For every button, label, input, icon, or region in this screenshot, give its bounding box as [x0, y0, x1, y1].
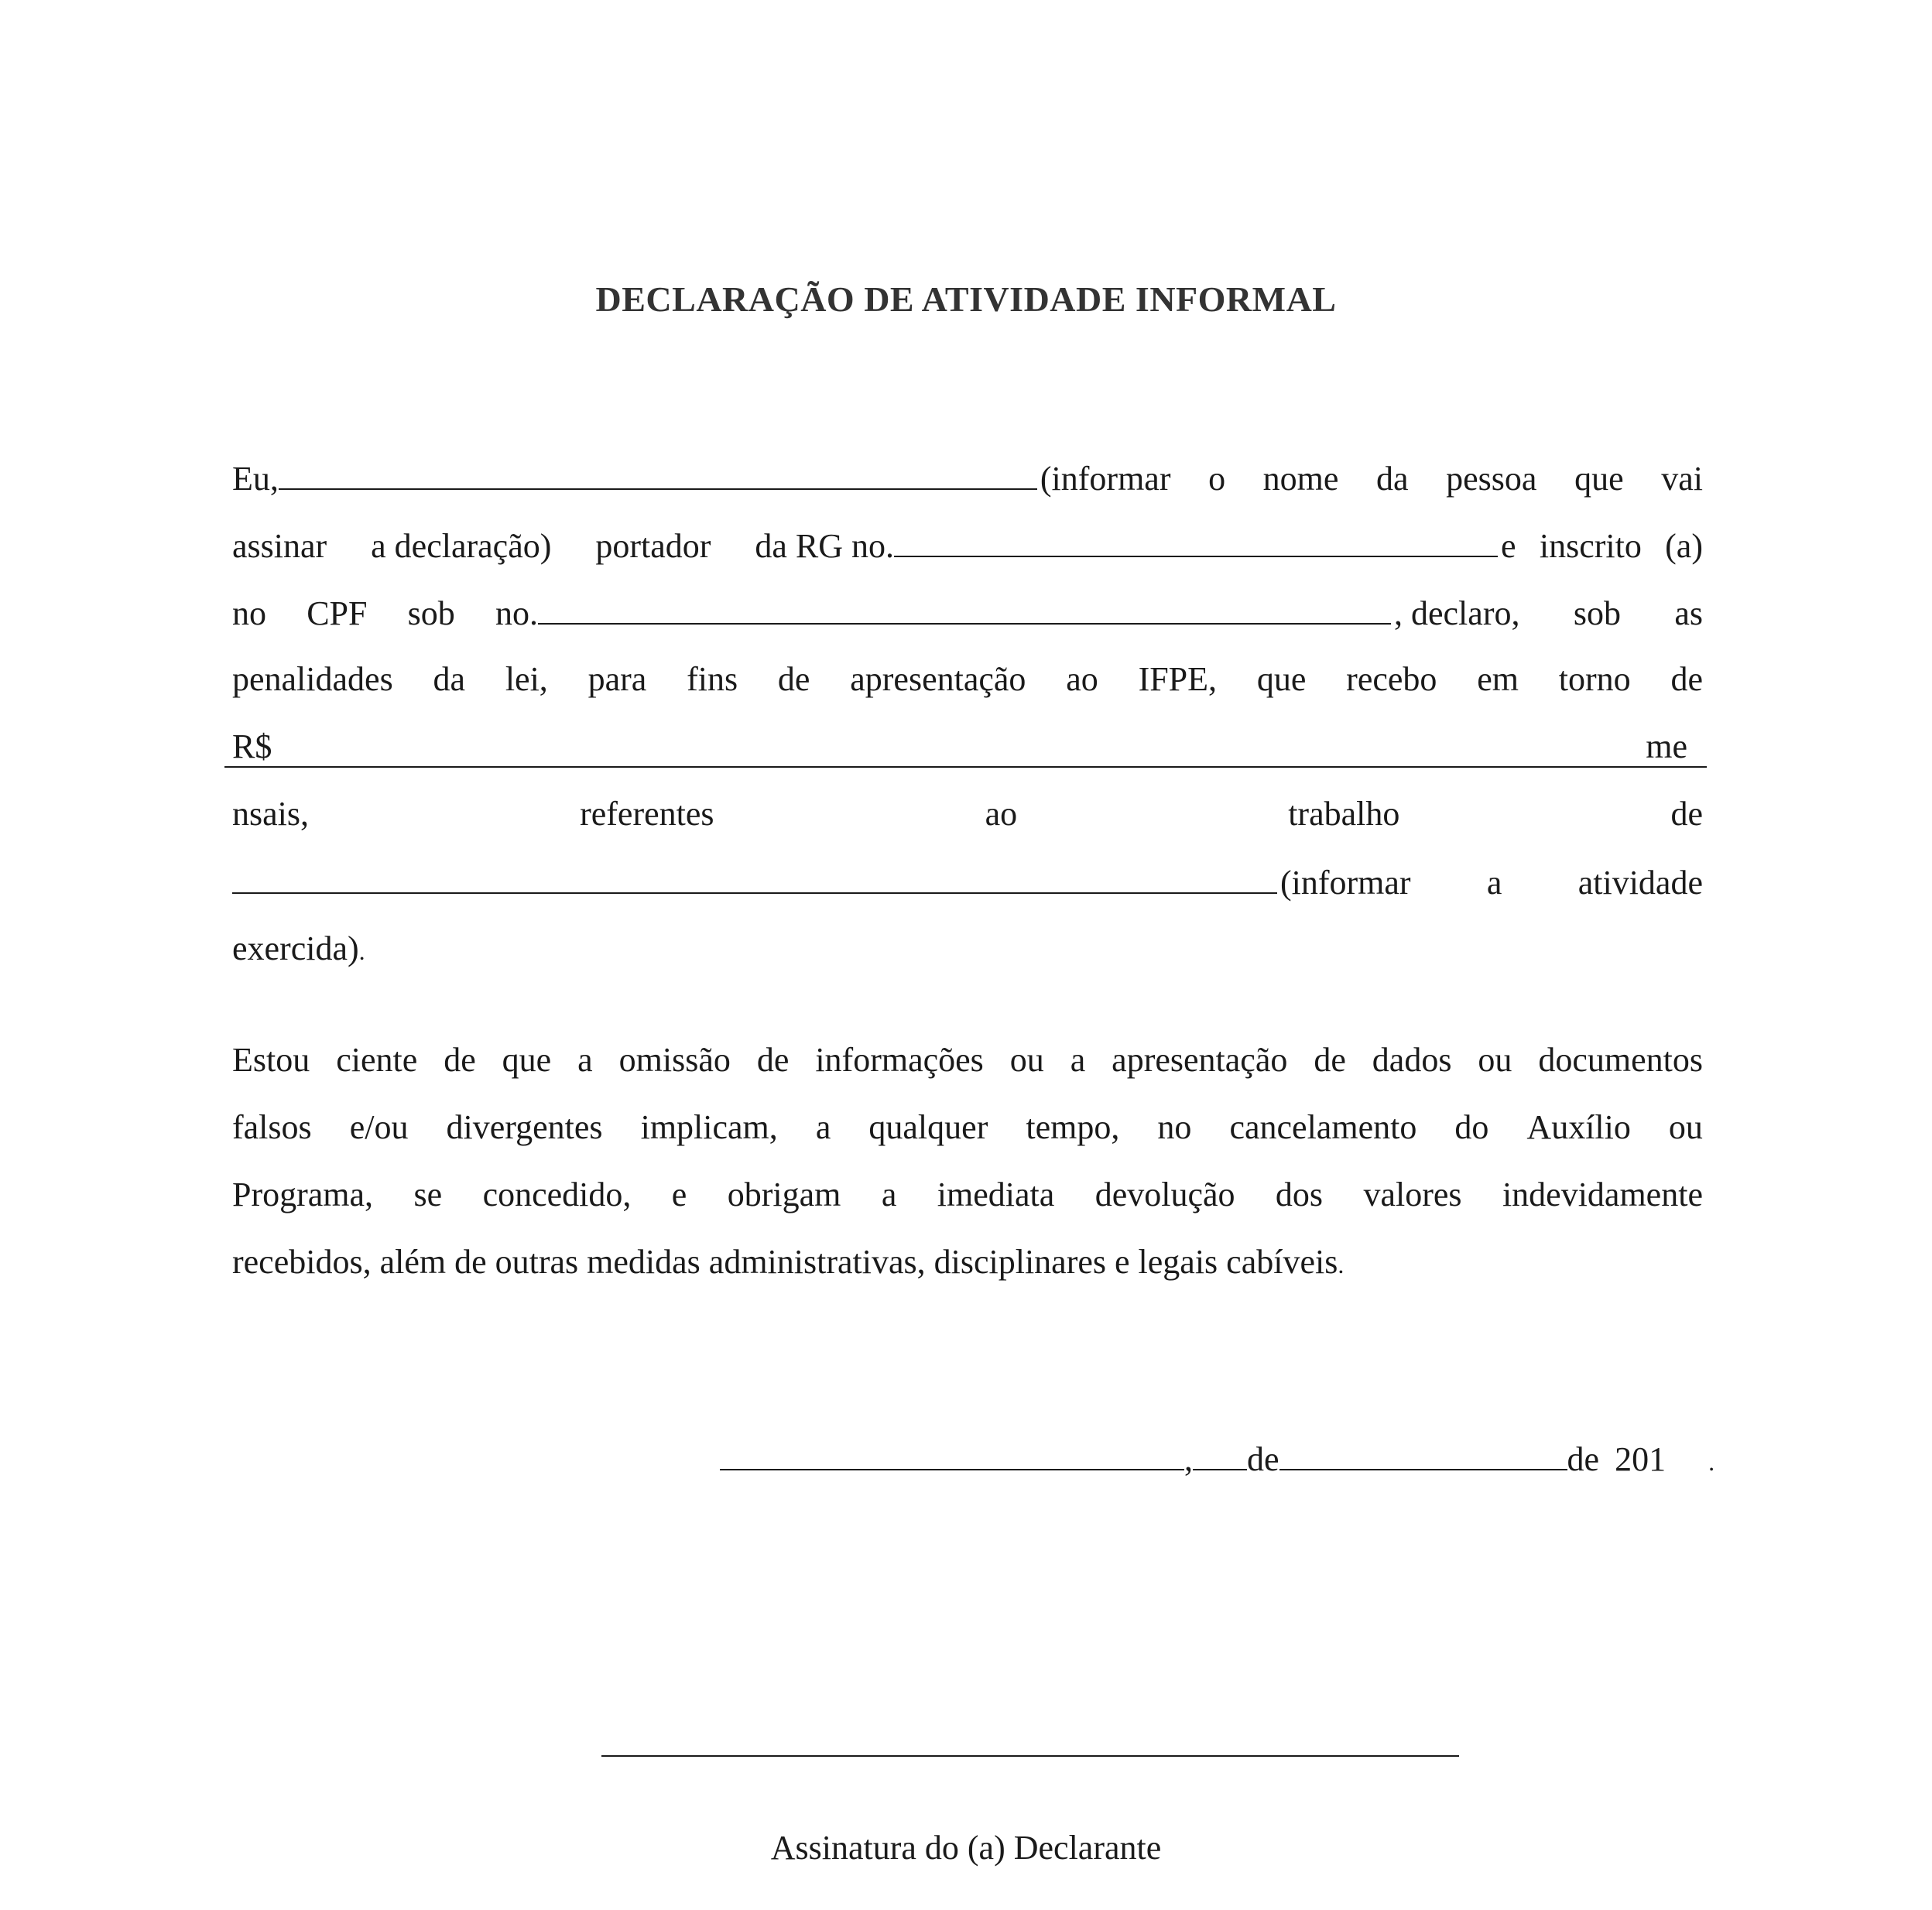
paragraph2-line3	[232, 1172, 1703, 1218]
p2-line3-word-9: valores	[1363, 1176, 1462, 1213]
line1-word-5: que	[1574, 460, 1624, 498]
line8-dot: .	[358, 937, 365, 965]
p2-line1-word-8: ou	[1009, 1041, 1044, 1079]
line4-word-4: fins	[687, 660, 738, 698]
line8-text: exercida)	[232, 929, 359, 967]
line7-word-1: a	[1486, 864, 1502, 902]
date-year: 201	[1615, 1440, 1667, 1478]
line1-words	[1040, 456, 1703, 502]
line6-word-2: ao	[985, 795, 1018, 833]
p2-line2-word-11: ou	[1668, 1108, 1703, 1146]
line5-suffix: me	[1646, 727, 1687, 765]
line2-suffix	[1501, 523, 1703, 570]
paragraph1-line6	[232, 791, 1703, 837]
p2-line1-word-5: omissão	[618, 1041, 731, 1079]
p2-line3-word-6: imediata	[937, 1176, 1055, 1213]
amount-blank[interactable]	[224, 766, 1707, 768]
line3-word-1: CPF	[307, 594, 368, 632]
line4-word-3: para	[587, 660, 647, 698]
line4-word-6: apresentação	[850, 660, 1026, 698]
line7-word-0: (informar	[1280, 864, 1411, 902]
p2-line2-word-5: qualquer	[868, 1108, 988, 1146]
paragraph1-line3	[232, 589, 1703, 635]
line4-word-11: em	[1477, 660, 1519, 698]
paragraph1-line7	[232, 858, 1703, 905]
line4-word-1: da	[433, 660, 466, 698]
p2-line2-word-10: Auxílio	[1526, 1108, 1631, 1146]
paragraph2-last-line: recebidos, além de outras medidas administrativas, disciplinares e legais cabíveis	[232, 1243, 1338, 1281]
signature-line[interactable]	[601, 1755, 1459, 1757]
p2-line3-word-5: a	[881, 1176, 897, 1213]
p2-line2-word-7: no	[1157, 1108, 1192, 1146]
p2-line3-word-8: dos	[1275, 1176, 1324, 1213]
p2-line2-word-9: do	[1454, 1108, 1489, 1146]
line3-words	[232, 590, 538, 637]
line1-word-3: da	[1376, 460, 1409, 498]
line3-suffix-word-1: sob	[1573, 594, 1621, 632]
p2-line1-word-0: Estou	[232, 1041, 310, 1079]
paragraph2-line2	[232, 1104, 1703, 1151]
name-blank[interactable]	[279, 454, 1037, 490]
line4-word-0: penalidades	[232, 660, 393, 698]
p2-line2-word-8: cancelamento	[1229, 1108, 1417, 1146]
date-dot: .	[1708, 1448, 1715, 1476]
line2-suffix-word-2: (a)	[1665, 527, 1703, 565]
paragraph1-line4	[232, 656, 1703, 703]
p2-line1-word-10: apresentação	[1112, 1041, 1288, 1079]
paragraph2-last-dot: .	[1338, 1251, 1345, 1278]
line1-word-0: (informar	[1040, 460, 1171, 498]
paragraph2-line4	[232, 1239, 1703, 1285]
p2-line3-word-3: e	[671, 1176, 687, 1213]
line6-word-3: trabalho	[1288, 795, 1400, 833]
rg-blank[interactable]	[894, 522, 1498, 557]
p2-line1-word-12: dados	[1372, 1041, 1452, 1079]
line6-word-4: de	[1670, 795, 1703, 833]
line2-word-2: portador	[595, 527, 711, 565]
line7-words	[1280, 860, 1703, 906]
p2-line3-word-1: se	[413, 1176, 443, 1213]
line1-word-4: pessoa	[1446, 460, 1537, 498]
month-blank[interactable]	[1279, 1435, 1567, 1470]
line3-suffix	[1394, 590, 1703, 637]
p2-line2-word-6: tempo,	[1026, 1108, 1120, 1146]
document-title: DECLARAÇÃO DE ATIVIDADE INFORMAL	[595, 279, 1337, 319]
line2-word-0: assinar	[232, 527, 327, 565]
p2-line1-word-9: a	[1070, 1041, 1086, 1079]
date-line	[720, 1435, 1749, 1481]
p2-line3-word-2: concedido,	[482, 1176, 632, 1213]
line3-word-3: no.	[495, 594, 538, 632]
line7-word-2: atividade	[1577, 864, 1703, 902]
line3-word-2: sob	[407, 594, 455, 632]
p2-line1-word-1: ciente	[336, 1041, 418, 1079]
p2-line1-word-7: informações	[815, 1041, 984, 1079]
signature-label: Assinatura do (a) Declarante	[770, 1829, 1162, 1867]
line4-word-13: de	[1670, 660, 1703, 698]
line4-word-2: lei,	[505, 660, 548, 698]
p2-line3-word-4: obrigam	[727, 1176, 841, 1213]
line3-suffix-word-0: , declaro,	[1394, 594, 1520, 632]
line1-word-1: o	[1208, 460, 1226, 498]
date-de-2: de	[1567, 1440, 1600, 1478]
p2-line1-word-3: que	[502, 1041, 552, 1079]
activity-blank[interactable]	[232, 858, 1277, 894]
cpf-blank[interactable]	[538, 589, 1391, 625]
line2-word-1: a declaração)	[371, 527, 552, 565]
p2-line2-word-3: implicam,	[640, 1108, 778, 1146]
date-de-1: de	[1247, 1440, 1279, 1478]
line1-word-6: vai	[1661, 460, 1703, 498]
p2-line1-word-13: ou	[1478, 1041, 1512, 1079]
line4-word-12: torno	[1558, 660, 1631, 698]
paragraph1-line5	[232, 724, 1703, 770]
p2-line1-word-14: documentos	[1538, 1041, 1703, 1079]
line4-word-10: recebo	[1346, 660, 1437, 698]
line3-suffix-word-2: as	[1674, 594, 1703, 632]
line2-words	[232, 523, 894, 570]
p2-line2-word-2: divergentes	[446, 1108, 603, 1146]
line4-word-9: que	[1256, 660, 1307, 698]
line2-word-3: da RG no.	[755, 527, 894, 565]
p2-line2-word-4: a	[815, 1108, 831, 1146]
line4-word-8: IFPE,	[1138, 660, 1218, 698]
p2-line2-word-0: falsos	[232, 1108, 312, 1146]
paragraph1-line2	[232, 522, 1703, 568]
year-blank[interactable]	[1666, 1436, 1708, 1470]
eu-label: Eu,	[232, 460, 279, 498]
p2-line1-word-11: de	[1314, 1041, 1346, 1079]
line2-suffix-word-0: e	[1501, 527, 1516, 565]
line2-suffix-word-1: inscrito	[1539, 527, 1642, 565]
city-blank[interactable]	[720, 1435, 1184, 1470]
line6-word-1: referentes	[580, 795, 714, 833]
line3-word-0: no	[232, 594, 266, 632]
p2-line1-word-6: de	[756, 1041, 790, 1079]
line4-word-5: de	[777, 660, 810, 698]
paragraph1-line8	[232, 926, 1703, 972]
date-comma: ,	[1184, 1440, 1193, 1478]
paragraph1-line1	[232, 454, 1703, 501]
p2-line3-word-0: Programa,	[232, 1176, 374, 1213]
currency-label: R$	[232, 727, 272, 765]
paragraph2-line1	[232, 1037, 1703, 1083]
line1-word-2: nome	[1262, 460, 1339, 498]
p2-line1-word-4: a	[577, 1041, 593, 1079]
line4-word-7: ao	[1066, 660, 1098, 698]
p2-line3-word-7: devolução	[1094, 1176, 1235, 1213]
p2-line3-word-10: indevidamente	[1502, 1176, 1703, 1213]
line6-word-0: nsais,	[232, 795, 309, 833]
day-blank[interactable]	[1193, 1435, 1247, 1470]
p2-line2-word-1: e/ou	[349, 1108, 409, 1146]
p2-line1-word-2: de	[444, 1041, 476, 1079]
